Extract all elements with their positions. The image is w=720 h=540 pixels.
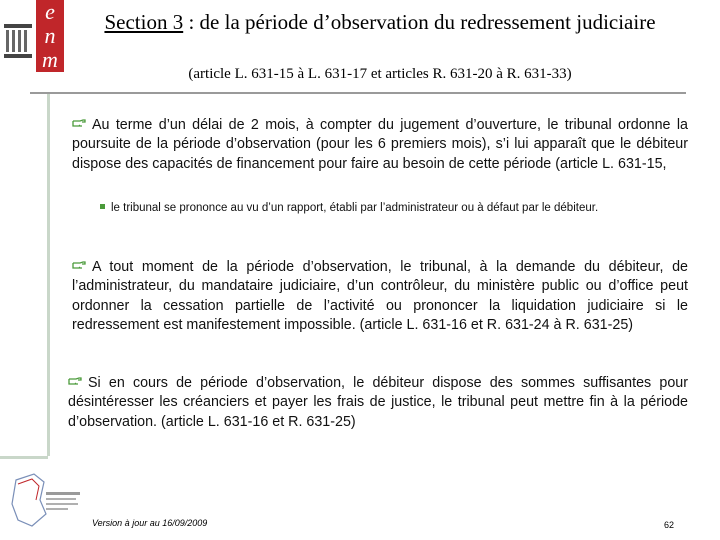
logo-letter-m: m: [42, 47, 58, 72]
section-label: Section 3: [104, 10, 184, 34]
paragraph-3: [68, 374, 688, 432]
enm-logo-box: [36, 0, 64, 72]
logo-letter-n: n: [44, 23, 56, 48]
building-icon: [2, 20, 34, 64]
pointing-hand-icon: [72, 261, 86, 270]
ministry-seal-logo: [6, 470, 84, 532]
square-bullet-icon: [100, 204, 105, 209]
version-text: Version à jour au 16/09/2009: [92, 518, 208, 528]
paragraph-2-text: A tout moment de la période d’observation, le tribunal, à la demande du débiteur, de l’administrateur, du mandataire judiciaire, d’un contrôleur, du ministère public ou d’office peut ordonner la cessation partielle de l’activité ou prononcer la liquidation judiciaire si le redressement est manifestement impossible. (article L. 631-16 et R. 631-24 à R. 631-25): [72, 259, 688, 333]
sub-bullet-text: le tribunal se prononce au vu d’un rapport, établi par l’administrateur ou à défaut par le débiteur.: [111, 202, 599, 214]
pointing-hand-icon: [68, 377, 82, 386]
pointing-hand-icon: [72, 119, 86, 128]
page-subtitle: (article L. 631-15 à L. 631-17 et articles R. 631-20 à R. 631-33): [188, 66, 572, 82]
paragraph-1-text: Au terme d’un délai de 2 mois, à compter du jugement d’ouverture, le tribunal ordonne la poursuite de la période d’observation (pour les 6 premiers mois), s’i lui apparaît que le débiteur dispose des capacités de financement pour faire au besoin de cette période (article L. 631-15,: [72, 117, 688, 172]
paragraph-2: [72, 258, 688, 335]
page-title: [80, 8, 680, 36]
logo-letter-e: e: [45, 0, 55, 24]
bottom-left-rule: [0, 456, 48, 459]
left-rule: [47, 94, 50, 456]
paragraph-1: [72, 116, 688, 174]
title-text: : de la période d’observation du redressement judiciaire: [183, 10, 656, 34]
page-number: 62: [664, 520, 675, 530]
sub-bullet: [100, 200, 690, 216]
header-divider: [30, 92, 686, 94]
enm-logo: [0, 0, 70, 80]
paragraph-3-text: Si en cours de période d’observation, le débiteur dispose des sommes suffisantes pour désintéresser les créanciers et payer les frais de justice, le tribunal peut mettre fin à la période d’observation. (article L. 631-16 et R. 631-25): [68, 375, 688, 430]
